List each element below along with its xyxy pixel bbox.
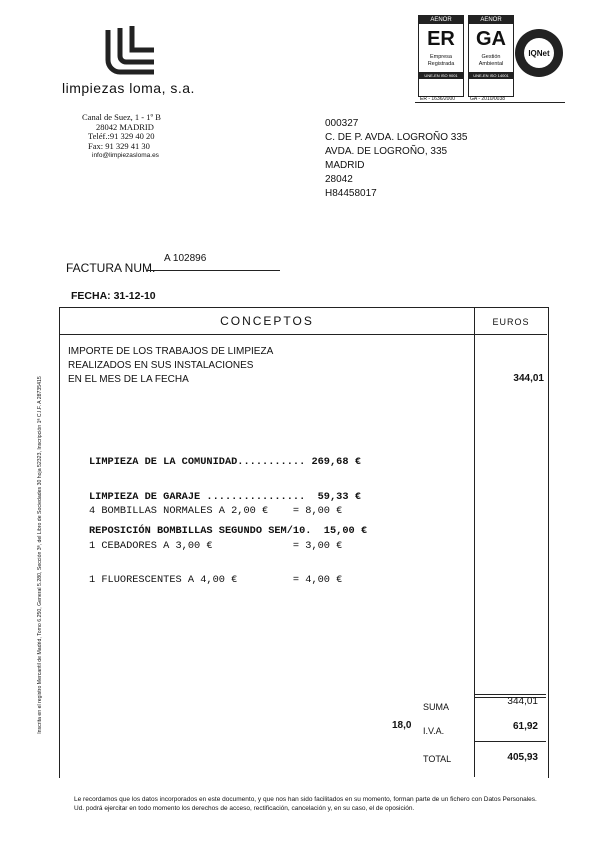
- cert-standard: UNE-EN ISO 9001: [419, 72, 463, 79]
- invoice-number: A 102896: [164, 253, 207, 264]
- vat-rate: 18,0: [392, 720, 412, 731]
- concept-amount: 344,01: [513, 373, 544, 384]
- breakdown-line: 1 CEBADORES A 3,00 € = 3,00 €: [89, 539, 343, 552]
- breakdown-line: 4 BOMBILLAS NORMALES A 2,00 € = 8,00 €: [89, 505, 343, 517]
- iqnet-label: IQNet: [528, 49, 550, 58]
- cert-caption-2: Ambiental: [478, 61, 504, 67]
- client-line: AVDA. DE LOGROÑO, 335: [325, 146, 448, 157]
- company-name: limpiezas loma, s.a.: [62, 80, 195, 96]
- totals-divider: [474, 694, 546, 695]
- breakdown-line: 1 FLUORESCENTES A 4,00 € = 4,00 €: [89, 574, 343, 586]
- client-line: 28042: [325, 174, 353, 185]
- aenor-er-certificate: [418, 15, 464, 97]
- vat-label: I.V.A.: [423, 726, 445, 736]
- privacy-notice: Le recordamos que los datos incorporados en este documento, y que nos han sido facilitados en su momento, forman parte de un fichero con Datos Personales. Ud. podrá ejercitar en todo momento los derechos de acceso, rectificación, cancelación y, en su caso, el de oposición.: [74, 796, 537, 812]
- cert-symbol: GA: [476, 28, 506, 50]
- iqnet-seal-icon: [514, 28, 564, 78]
- total-value: 405,93: [507, 752, 538, 763]
- cert-caption-1: Gestión: [481, 54, 501, 60]
- table-column-divider: [474, 307, 475, 777]
- cert-code: ER - 1636/2000: [420, 96, 456, 102]
- registry-note: Inscrita en el registro Mercantil de Madrid, Tomo 6.250, General 5.280, Sección 3ª, del Libro de Sociedades 30 hoja 52323, Inscripción 1ª C.I.F. A 28735415: [37, 376, 43, 734]
- vat-value: 61,92: [512, 721, 538, 732]
- subtotal-label: SUMA: [423, 702, 450, 712]
- cert-caption-1: Empresa: [429, 54, 452, 60]
- header-amount: EUROS: [492, 317, 530, 327]
- breakdown-line: LIMPIEZA DE LA COMUNIDAD........... 269,68 €: [89, 456, 361, 468]
- client-code: 000327: [325, 118, 359, 129]
- company-logo-icon: [100, 24, 160, 76]
- cert-symbol: ER: [427, 28, 455, 50]
- cert-caption-2: Registrada: [427, 61, 455, 67]
- subtotal-value: 344,01: [507, 696, 538, 707]
- total-label: TOTAL: [423, 754, 452, 764]
- description-line: REALIZADOS EN SUS INSTALACIONES: [68, 360, 254, 371]
- email-link[interactable]: info@limpiezasloma.es: [92, 152, 159, 159]
- breakdown-line: LIMPIEZA DE GARAJE ................ 59,33 €: [89, 490, 361, 503]
- company-address: [82, 113, 161, 161]
- description-line: IMPORTE DE LOS TRABAJOS DE LIMPIEZA: [68, 346, 274, 357]
- cert-header: AENOR: [419, 16, 463, 24]
- client-address: [325, 117, 467, 201]
- client-line: MADRID: [325, 160, 365, 171]
- breakdown-line: REPOSICIÓN BOMBILLAS SEGUNDO SEM/10. 15,00 €: [89, 525, 368, 537]
- invoice-number-label: FACTURA NUM.: [66, 261, 156, 275]
- client-tax-id: H84458017: [325, 188, 377, 199]
- cert-standard: UNE-EN ISO 14001: [469, 72, 513, 79]
- address-line: Canal de Suez, 1 - 1º B: [82, 112, 161, 122]
- cert-header: AENOR: [469, 16, 513, 24]
- fax: Fax: 91 329 41 30: [88, 140, 150, 151]
- phone: Teléf.:91 329 40 20: [88, 131, 155, 141]
- client-line: C. DE P. AVDA. LOGROÑO 335: [325, 132, 468, 143]
- invoice-number-underline: [146, 270, 280, 271]
- concept-description: [68, 345, 273, 387]
- invoice-date-value: 31-12-10: [113, 290, 156, 302]
- description-line: EN EL MES DE LA FECHA: [68, 374, 189, 385]
- address-line: 28042 MADRID: [96, 121, 154, 132]
- totals-divider: [474, 741, 546, 742]
- header-rule: [415, 102, 565, 103]
- invoice-date: [71, 290, 156, 302]
- cert-code: GA - 2010/0038: [470, 96, 506, 102]
- material-breakdown: [89, 483, 342, 598]
- header-concepts: CONCEPTOS: [220, 314, 314, 328]
- invoice-date-label: FECHA:: [71, 290, 111, 302]
- aenor-ga-certificate: [468, 15, 514, 97]
